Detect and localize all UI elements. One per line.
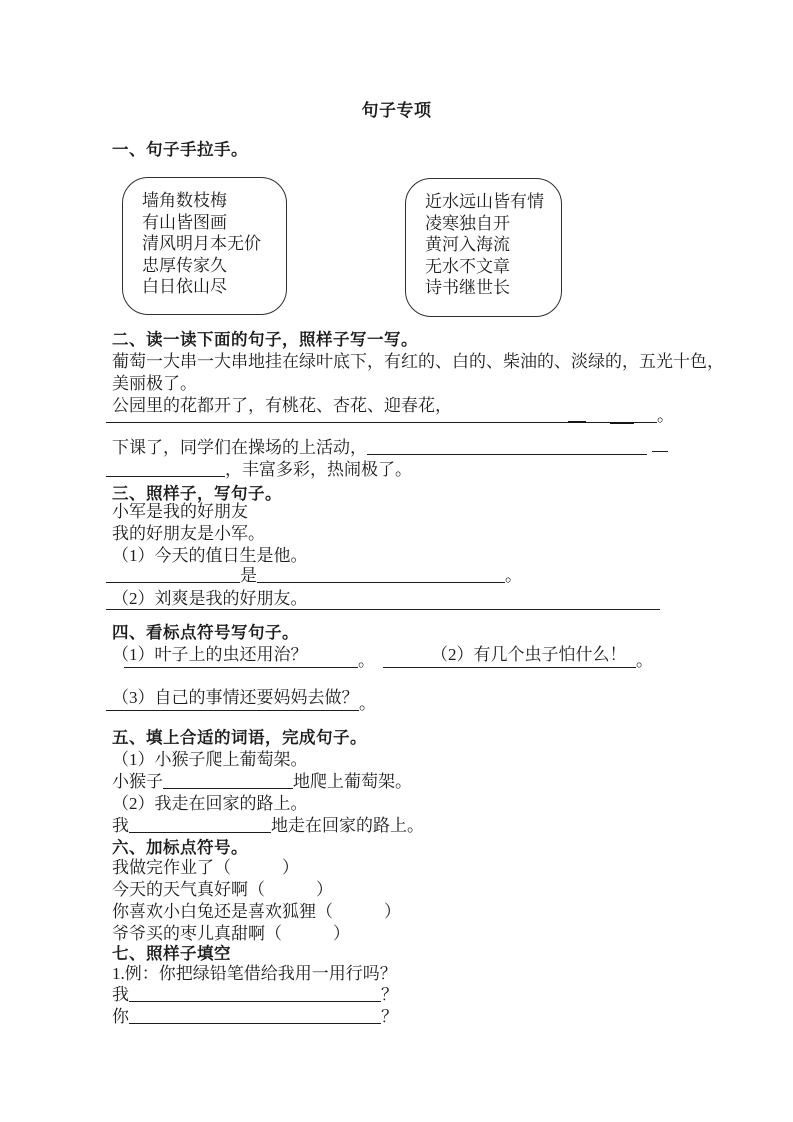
period-mark: 。	[505, 566, 522, 585]
section-4-heading: 四、看标点符号写句子。	[112, 624, 299, 642]
section-7-heading: 七、照样子填空	[112, 945, 231, 963]
answer-blank-row	[106, 693, 376, 715]
question-mark: ？	[381, 985, 398, 1004]
section-5-heading: 五、填上合适的词语，完成句子。	[112, 729, 367, 747]
punctuation-item: 我做完作业了（ ）	[112, 858, 299, 877]
sentence-end: ，丰富多彩，热闹极了。	[225, 460, 412, 479]
period-mark: 。	[359, 694, 376, 713]
fill-in-line	[112, 815, 424, 837]
fill-in-line	[112, 771, 412, 793]
fill-in-line	[112, 1006, 398, 1028]
section-2-heading: 二、读一读下面的句子，照样子写一写。	[112, 331, 418, 349]
match-box-left-line: 墙角数枝梅	[142, 191, 227, 210]
match-box-left-line: 清风明月本无价	[142, 234, 261, 254]
answer-blank	[106, 462, 225, 477]
punctuation-item: 爷爷买的枣儿真甜啊（ ）	[112, 924, 350, 943]
match-box-left-line: 有山皆图画	[142, 212, 227, 232]
question-line: （1）小猴子爬上葡萄架。	[112, 750, 308, 769]
match-box-right-line: 近水远山皆有情	[425, 192, 544, 211]
section-6-heading: 六、加标点符号。	[112, 839, 248, 857]
match-box-left-line: 忠厚传家久	[142, 255, 227, 275]
question-line: （2）我走在回家的路上。	[112, 794, 308, 813]
paragraph-line: 公园里的花都开了，有桃花、杏花、迎春花，	[112, 396, 452, 415]
match-box-right-line: 黄河入海流	[425, 235, 510, 255]
answer-blank	[129, 1009, 381, 1024]
section-1-heading: 一、句子手拉手。	[112, 141, 248, 159]
example-line: 我的好朋友是小军。	[112, 524, 265, 543]
period-mark: 。	[657, 406, 674, 425]
answer-blank	[129, 818, 271, 833]
punctuation-item: 你喜欢小白兔还是喜欢狐狸（ ）	[112, 902, 401, 921]
paragraph-line-with-blank	[106, 459, 412, 481]
match-box-left	[122, 177, 287, 315]
question-line: （1）叶子上的虫还用治？	[112, 645, 308, 664]
match-box-right	[405, 178, 562, 317]
answer-blank	[106, 696, 359, 711]
answer-blank-row	[106, 405, 674, 427]
doc-title: 句子专项	[361, 101, 432, 120]
match-box-right-line: 诗书继世长	[425, 278, 510, 298]
stray-underline-mark	[652, 437, 668, 452]
paragraph-line-with-blank	[112, 437, 668, 459]
question-mark: ？	[381, 1007, 398, 1026]
sentence-start: 你	[112, 1007, 129, 1026]
sentence-start: 我	[112, 816, 129, 835]
sentence-start: 小猴子	[112, 772, 163, 791]
sentence-start: 我	[112, 985, 129, 1004]
answer-blank	[257, 568, 505, 583]
answer-blank	[163, 774, 293, 789]
match-box-left-line: 白日依山尽	[142, 277, 227, 297]
paragraph-line: 美丽极了。	[112, 374, 197, 393]
shi-character: 是	[240, 566, 257, 585]
question-line: （1）今天的值日生是他。	[112, 546, 308, 565]
period-mark: 。	[636, 651, 653, 670]
sentence-end: 地走在回家的路上。	[271, 816, 424, 835]
fill-in-line	[112, 984, 398, 1006]
paragraph-line: 葡萄一大串一大串地挂在绿叶底下，有红的、白的、柴油的、淡绿的，五光十色，	[112, 352, 724, 371]
match-box-right-line: 无水不文章	[425, 256, 510, 276]
period-mark: 。	[358, 651, 375, 670]
stray-underline-mark	[568, 421, 586, 423]
sentence-start: 下课了，同学们在操场的上活动，	[112, 438, 367, 457]
example-line: 小军是我的好朋友	[112, 502, 248, 521]
question-line: （3）自己的事情还要妈妈去做？	[112, 688, 359, 707]
answer-blank	[124, 653, 358, 668]
question-line: （2）有几个虫子怕什么！	[431, 645, 627, 664]
stray-underline-mark	[610, 422, 634, 424]
punctuation-item: 今天的天气真好啊（ ）	[112, 880, 333, 899]
answer-blank	[383, 653, 636, 668]
sentence-end: 地爬上葡萄架。	[293, 772, 412, 791]
answer-blank-row	[124, 650, 653, 672]
example-line: 1.例：你把绿铅笔借给我用一用行吗？	[112, 964, 397, 983]
answer-rule	[106, 609, 660, 610]
answer-blank	[106, 568, 240, 583]
question-line: （2）刘爽是我的好朋友。	[112, 589, 308, 608]
answer-blank	[129, 987, 381, 1002]
match-box-right-line: 凌寒独自开	[425, 213, 510, 233]
answer-blank-row	[106, 565, 522, 587]
section-3-heading: 三、照样子，写句子。	[112, 485, 282, 503]
answer-blank	[367, 440, 647, 455]
